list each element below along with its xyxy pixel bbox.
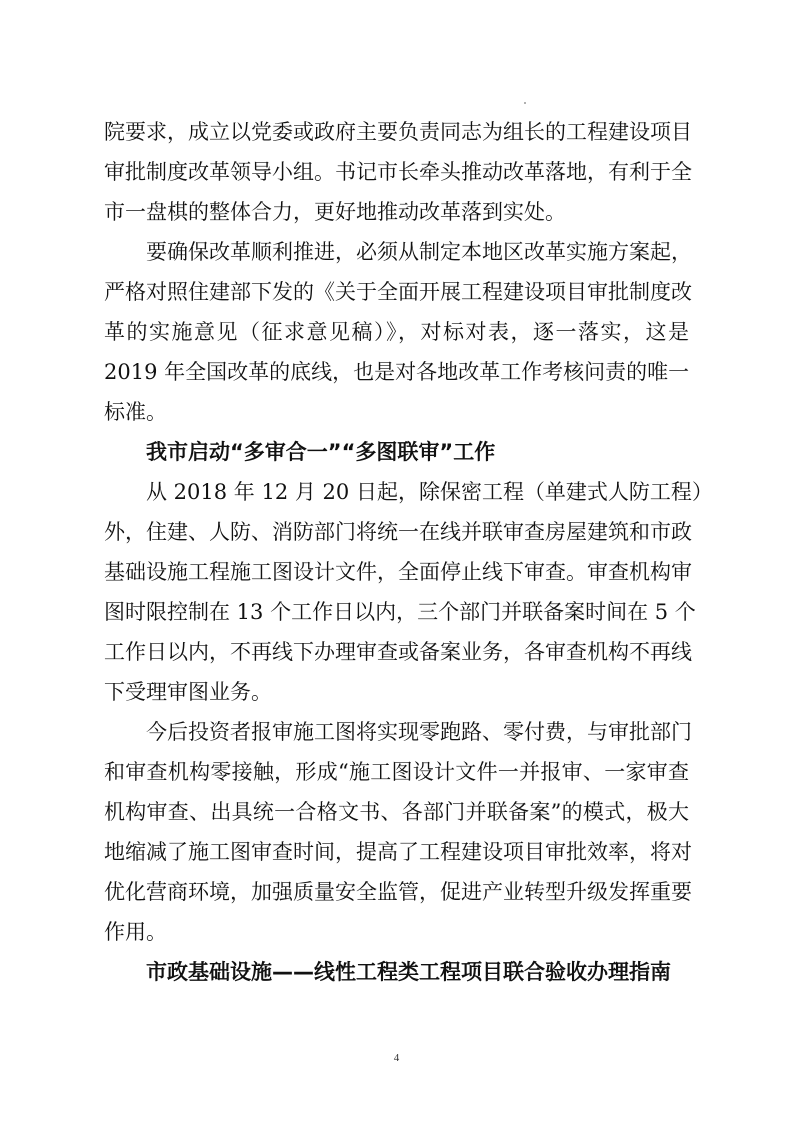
- section-heading-2: 市政基础设施——线性工程类工程项目联合验收办理指南: [146, 960, 671, 984]
- text-line: 工作日以内，不再线下办理审查或备案业务，各审查机构不再线: [104, 640, 692, 664]
- text-line: 下受理审图业务。: [104, 680, 272, 704]
- text-line: 院要求，成立以党委或政府主要负责同志为组长的工程建设项目: [104, 120, 692, 144]
- text-line: 外，住建、人防、消防部门将统一在线并联审查房屋建筑和市政: [104, 520, 692, 544]
- text-line: 基础设施工程施工图设计文件，全面停止线下审查。审查机构审: [104, 560, 692, 584]
- paragraph-2: [104, 232, 692, 432]
- text-line: 严格对照住建部下发的《关于全面开展工程建设项目审批制度改: [104, 280, 692, 304]
- text-line: 今后投资者报审施工图将实现零跑路、零付费，与审批部门: [146, 720, 692, 744]
- document-body: [104, 112, 713, 992]
- text-line: 地缩减了施工图审查时间，提高了工程建设项目审批效率，将对: [104, 840, 692, 864]
- text-line: 和审查机构零接触，形成“施工图设计文件一并报审、一家审查: [104, 760, 689, 784]
- text-line: 标准。: [104, 400, 167, 424]
- text-line: 优化营商环境，加强质量安全监管，促进产业转型升级发挥重要: [104, 880, 692, 904]
- page-number: 4: [393, 1052, 400, 1064]
- text-line: 市一盘棋的整体合力，更好地推动改革落到实处。: [104, 200, 566, 224]
- paragraph-4: [104, 712, 692, 952]
- text-line: 2019 年全国改革的底线，也是对各地改革工作考核问责的唯一: [104, 360, 690, 384]
- text-line: 机构审查、出具统一合格文书、各部门并联备案”的模式，极大: [104, 800, 689, 824]
- text-line: 作用。: [104, 920, 167, 944]
- paragraph-1: [104, 112, 692, 232]
- scan-speck: [524, 102, 526, 104]
- text-line: 图时限控制在 13 个工作日以内，三个部门并联备案时间在 5 个: [104, 600, 696, 624]
- text-line: 革的实施意见（征求意见稿）》，对标对表，逐一落实，这是: [104, 320, 689, 344]
- section-heading-1: 我市启动“多审合一”“多图联审”工作: [146, 440, 496, 464]
- text-line: 从 2018 年 12 月 20 日起，除保密工程（单建式人防工程）: [146, 480, 713, 504]
- paragraph-3: [104, 472, 713, 712]
- text-line: 要确保改革顺利推进，必须从制定本地区改革实施方案起，: [146, 240, 692, 264]
- text-line: 审批制度改革领导小组。书记市长牵头推动改革落地，有利于全: [104, 160, 692, 184]
